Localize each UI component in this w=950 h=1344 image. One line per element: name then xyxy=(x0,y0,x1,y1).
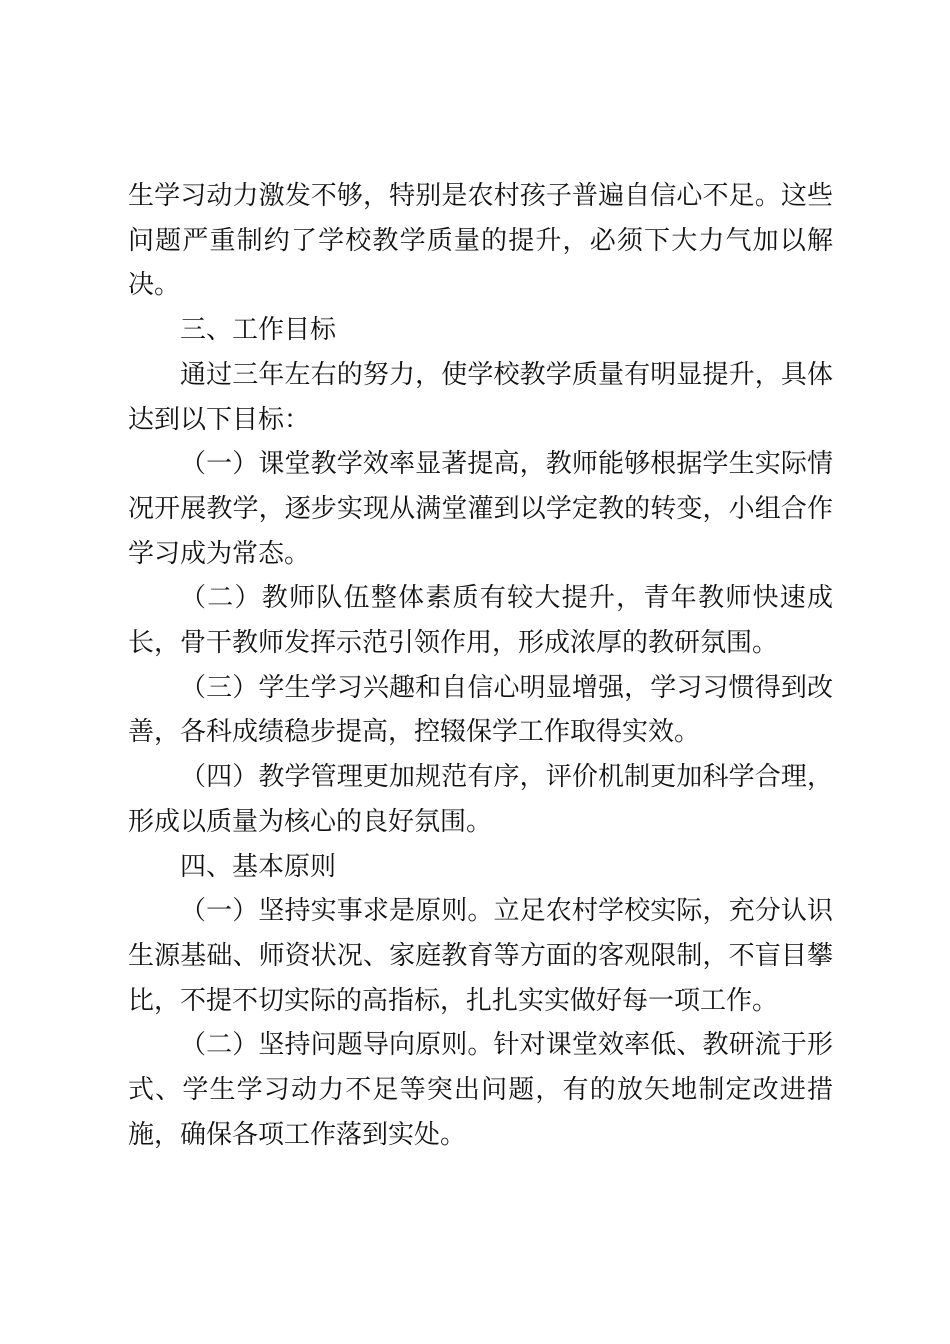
paragraph-goal-3: （三）学生学习兴趣和自信心明显增强，学习习惯得到改善，各科成绩稳步提高，控辍保学工作取得实效。 xyxy=(128,672,833,748)
paragraph-principle-1: （一）坚持实事求是原则。立足农村学校实际，充分认识生源基础、师资状况、家庭教育等方面的客观限制，不盲目攀比，不提不切实际的高指标，扎扎实实做好每一项工作。 xyxy=(128,896,833,1016)
paragraph-goal-4: （四）教学管理更加规范有序，评价机制更加科学合理，形成以质量为核心的良好氛围。 xyxy=(128,762,833,837)
paragraph-goal-2: （二）教师队伍整体素质有较大提升，青年教师快速成长，骨干教师发挥示范引领作用，形成浓厚的教研氛围。 xyxy=(128,583,833,659)
paragraph-goals-intro: 通过三年左右的努力，使学校教学质量有明显提升，具体达到以下目标： xyxy=(128,359,833,435)
paragraph-principle-2: （二）坚持问题导向原则。针对课堂效率低、教研流于形式、学生学习动力不足等突出问题，有的放矢地制定改进措施，确保各项工作落到实处。 xyxy=(128,1030,833,1150)
document-body xyxy=(128,174,833,1157)
section-heading-goals: 三、工作目标 xyxy=(180,315,337,346)
section-heading-principles: 四、基本原则 xyxy=(180,851,337,882)
paragraph-goal-1: （一）课堂教学效率显著提高，教师能够根据学生实际情况开展教学，逐步实现从满堂灌到以学定教的转变，小组合作学习成为常态。 xyxy=(128,449,833,569)
paragraph-continuation: 生学习动力激发不够，特别是农村孩子普遍自信心不足。这些问题严重制约了学校教学质量的提升，必须下大力气加以解决。 xyxy=(128,181,833,301)
